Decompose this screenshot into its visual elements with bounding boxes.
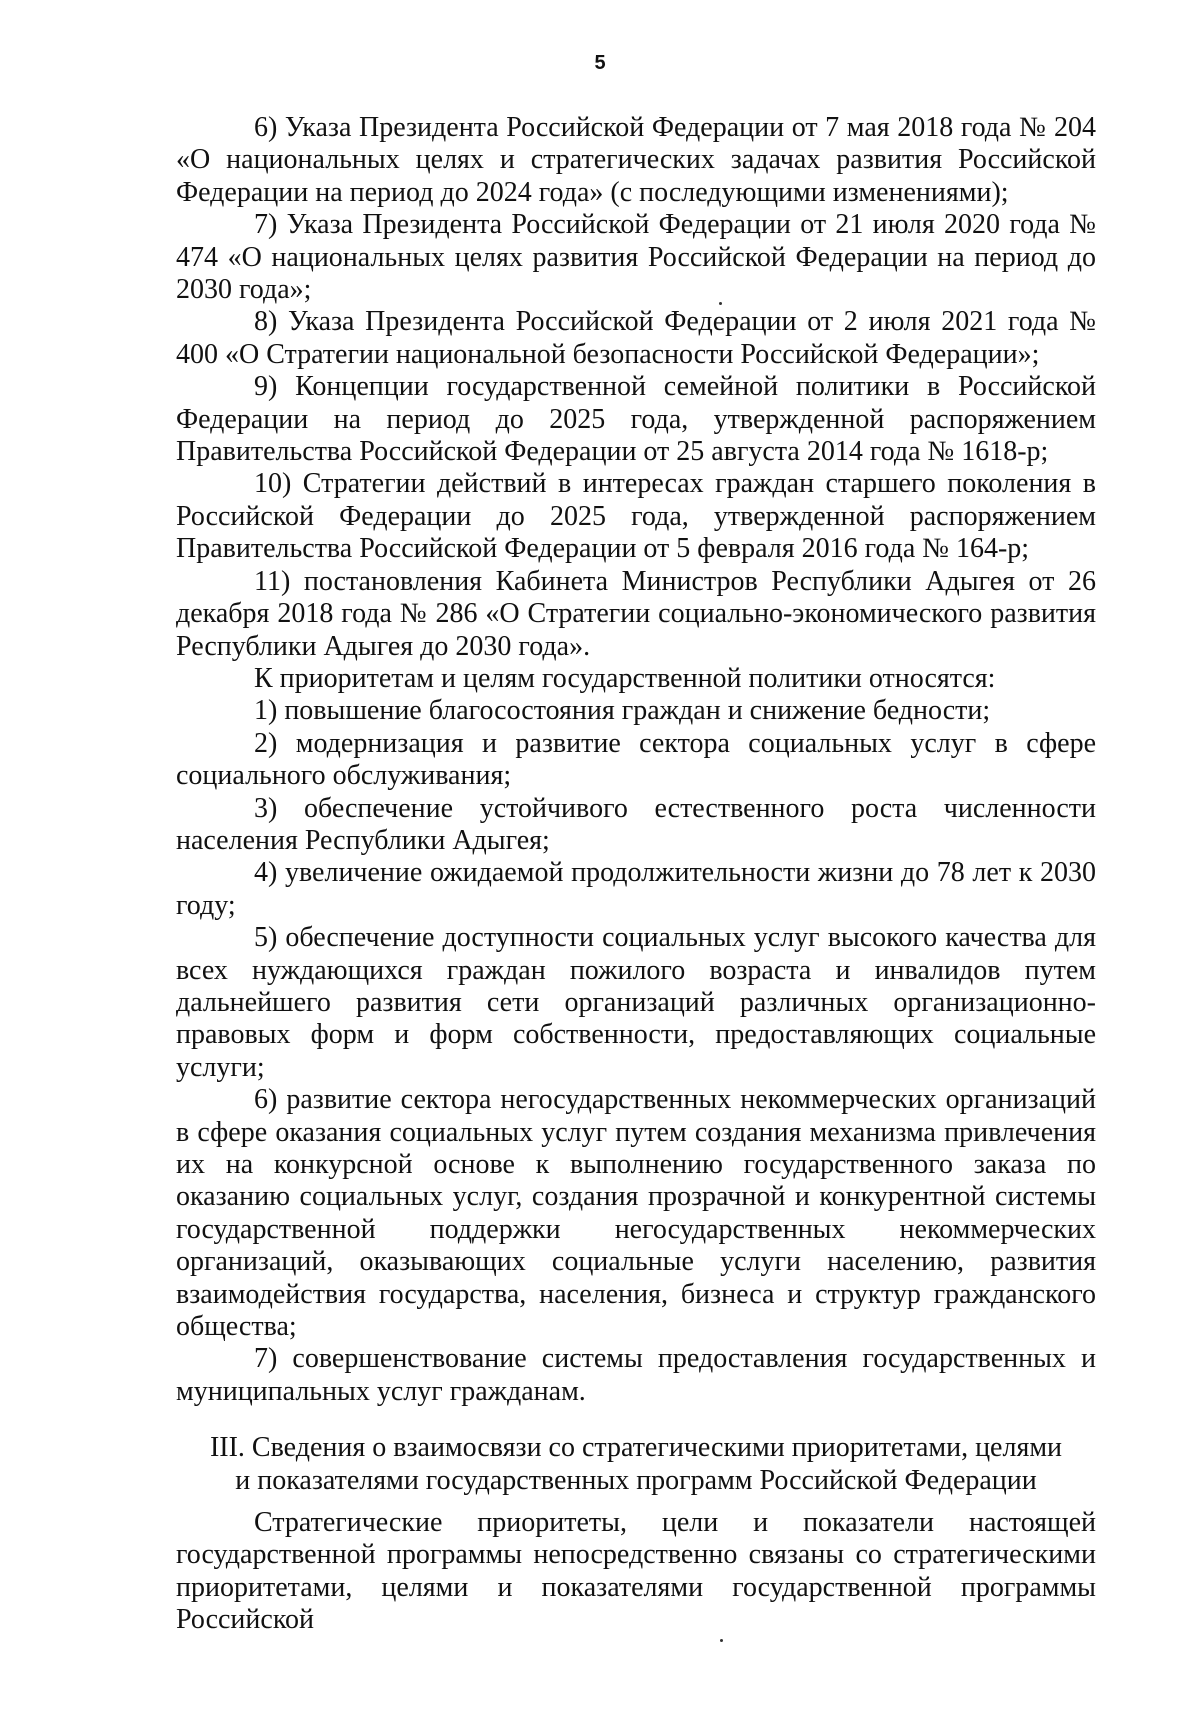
section-heading [176, 1432, 1096, 1497]
document-body [176, 112, 1096, 1521]
priority-item-7: 7) совершенствование системы предоставления государственных и муниципальных услуг гражданам. [176, 1343, 1096, 1407]
section-paragraph: Стратегические приоритеты, цели и показатели настоящей государственной программы непосредственно связаны со стратегическими приоритетами, целями и показателями государственной программы Российской [176, 1507, 1096, 1636]
paragraph-item-11: 11) постановления Кабинета Министров Республики Адыгея от 26 декабря 2018 года № 286 «О Стратегии социально-экономического развития Республики Адыгея до 2030 года». [176, 565, 1096, 662]
priority-item-4: 4) увеличение ожидаемой продолжительности жизни до 78 лет к 2030 году; [176, 857, 1096, 921]
paragraph-item-10: 10) Стратегии действий в интересах граждан старшего поколения в Российской Федерации до 2025 года, утвержденной распоряжением Правительства Российской Федерации от 5 февраля 2016 года № 164-р; [176, 468, 1096, 565]
priority-item-1: 1) повышение благосостояния граждан и снижение бедности; [254, 695, 991, 727]
paragraph-item-8: 8) Указа Президента Российской Федерации от 2 июля 2021 года № 400 «О Стратегии национальной безопасности Российской Федерации»; [176, 306, 1096, 370]
priority-item-3: 3) обеспечение устойчивого естественного роста численности населения Республики Адыгея; [176, 792, 1096, 856]
paragraph-item-7: 7) Указа Президента Российской Федерации от 21 июля 2020 года № 474 «О национальных целях развития Российской Федерации на период до 2030 года»; [176, 209, 1096, 306]
scan-speck [719, 302, 722, 305]
page-number: 5 [594, 52, 606, 74]
section-heading-line-1: III. Сведения о взаимосвязи со стратегическими приоритетами, целями [209, 1432, 1063, 1464]
paragraph-item-6: 6) Указа Президента Российской Федерации от 7 мая 2018 года № 204 «О национальных целях и стратегических задачах развития Российской Федерации на период до 2024 года» (с последующими изменениями); [176, 112, 1096, 208]
paragraph-item-9: 9) Концепции государственной семейной политики в Российской Федерации на период до 2025 года, утвержденной распоряжением Правительства Российской Федерации от 25 августа 2014 года № 1618-р; [176, 371, 1096, 468]
priorities-intro: К приоритетам и целям государственной политики относятся: [254, 662, 996, 694]
priority-item-6: 6) развитие сектора негосударственных некоммерческих организаций в сфере оказания социальных услуг путем создания механизма привлечения их на конкурсной основе к выполнению государственного заказа по оказанию социальных услуг, создания прозрачной и конкурентной системы государственной поддержки негосударственных некоммерческих организаций, оказывающих социальные услуги населению, развития взаимодействия государства, населения, бизнеса и структур гражданского общества; [176, 1084, 1096, 1343]
priority-item-2: 2) модернизация и развитие сектора социальных услуг в сфере социального обслуживания; [176, 727, 1096, 792]
priority-item-5: 5) обеспечение доступности социальных услуг высокого качества для всех нуждающихся граждан пожилого возраста и инвалидов путем дальнейшего развития сети организаций различных организационно-правовых форм и форм собственности, предоставляющих социальные услуги; [176, 922, 1096, 1083]
scan-speck [720, 1639, 723, 1642]
section-heading-line-2: и показателями государственных программ Российской Федерации [235, 1464, 1037, 1496]
